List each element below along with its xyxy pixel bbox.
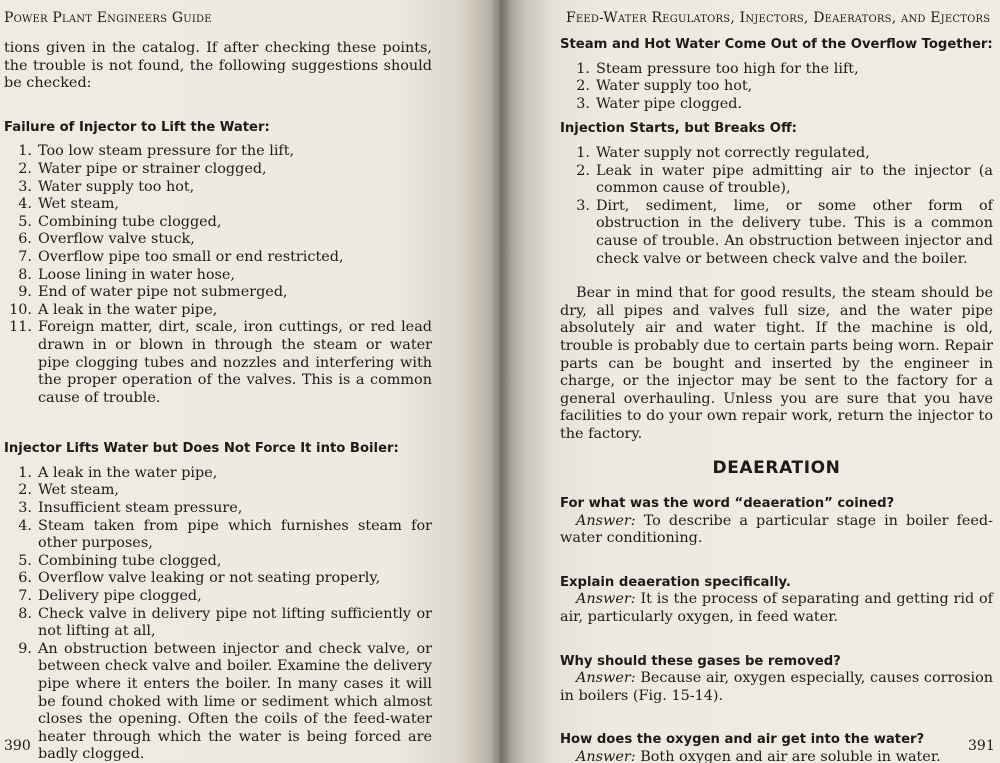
- answer-label: Answer:: [576, 591, 636, 608]
- answer: Answer: Because air, oxygen especially, causes corrosion in boilers (Fig. 15-14).: [560, 670, 993, 704]
- list-item: 2. Wet steam,: [18, 482, 119, 499]
- right-page: [500, 0, 1000, 763]
- answer-label: Answer:: [576, 670, 636, 687]
- qa-block: [560, 574, 993, 627]
- list-injection-breaks-off: [560, 145, 993, 268]
- qa-block: [560, 731, 993, 763]
- list-failure-to-lift: [4, 143, 432, 407]
- list-item: 2. Water pipe or strainer clogged,: [18, 160, 267, 177]
- list-steam-and-hot-water: [560, 61, 993, 114]
- list-item: 5. Combining tube clogged,: [18, 552, 222, 569]
- list-item: 1. Too low steam pressure for the lift,: [18, 143, 295, 160]
- answer: Answer: It is the process of separating and getting rid of air, particularly oxygen, in feed water.: [560, 591, 994, 626]
- list-item: 3. Insufficient steam pressure,: [18, 500, 243, 517]
- list-item: 2. Water supply too hot,: [576, 78, 753, 95]
- list-item: 3. Water pipe clogged.: [576, 95, 743, 112]
- list-item: 8. Check valve in delivery pipe not lifting sufficiently or not lifting at all,: [18, 605, 432, 640]
- page-number-right: 391: [968, 738, 995, 754]
- list-item: 1. Water supply not correctly regulated,: [576, 144, 870, 161]
- list-item: 11. Foreign matter, dirt, scale, iron cuttings, or red lead drawn in or blown in through the steam or water pipe clogging tubes and nozzles and interfering with the proper operation of the valves. This is a common cause of trouble.: [9, 319, 432, 406]
- list-item: 4. Wet steam,: [18, 196, 119, 213]
- heading-failure-to-lift: Failure of Injector to Lift the Water:: [4, 119, 270, 135]
- qa-block: [560, 653, 993, 706]
- list-item: 6. Overflow valve leaking or not seating properly,: [18, 570, 381, 587]
- page-number-left: 390: [4, 738, 31, 754]
- answer-label: Answer:: [576, 749, 636, 763]
- running-head-left: Power Plant Engineers Guide: [4, 10, 212, 26]
- list-item: 3. Water supply too hot,: [18, 178, 195, 195]
- intro-text: tions given in the catalog. If after checking these points, the trouble is not found, the following suggestions should be checked:: [4, 40, 432, 92]
- list-item: 9. An obstruction between injector and check valve, or between check valve and boiler. Examine the delivery pipe where it enters the boiler. In many cases it will be found choked with lime or sediment which almost closes the opening. Often the coils of the feed-water heater through which the water is being forced are badly clogged.: [18, 640, 432, 763]
- list-item: 9. End of water pipe not submerged,: [18, 284, 288, 301]
- qa-block: [560, 495, 993, 548]
- list-item: 1. Steam pressure too high for the lift,: [576, 60, 859, 77]
- list-item: 2. Leak in water pipe admitting air to the injector (a common cause of trouble),: [576, 162, 993, 197]
- right-column: [560, 36, 993, 763]
- advice-paragraph: Bear in mind that for good results, the steam should be dry, all pipes and valves full size, and the water pipe absolutely air and water tight. If the machine is old, trouble is probably due to certain parts being worn. Repair parts can be bought and inserted by the engineer in charge, or the injector may be sent to the factory for a general overhauling. Unless you are sure that you have facilities to do your own repair work, return the injector to the factory.: [560, 285, 993, 442]
- answer: Answer: To describe a particular stage in boiler feed-water conditioning.: [560, 512, 993, 547]
- list-item: 7. Overflow pipe too small or end restricted,: [18, 248, 344, 265]
- answer-label: Answer:: [576, 512, 636, 529]
- heading-lifts-but-not-force: Injector Lifts Water but Does Not Force It into Boiler:: [4, 441, 399, 457]
- running-head-right: Feed-Water Regulators, Injectors, Deaerators, and Ejectors: [566, 10, 991, 26]
- section-title-deaeration: DEAERATION: [712, 458, 841, 479]
- list-item: 10. A leak in the water pipe,: [9, 301, 218, 318]
- list-item: 6. Overflow valve stuck,: [18, 231, 195, 248]
- list-item: 1. A leak in the water pipe,: [18, 464, 218, 481]
- answer: Answer: Both oxygen and air are soluble in water.: [576, 749, 941, 763]
- list-item: 5. Combining tube clogged,: [18, 213, 222, 230]
- heading-steam-and-hot-water: Steam and Hot Water Come Out of the Overflow Together:: [560, 37, 993, 52]
- question: How does the oxygen and air get into the water?: [560, 732, 925, 748]
- list-item: 8. Loose lining in water hose,: [18, 266, 235, 283]
- list-item: 3. Dirt, sediment, lime, or some other form of obstruction in the delivery tube. This is a common cause of trouble. An obstruction between injector and check valve or between check valve and the boiler.: [576, 197, 993, 267]
- list-item: 7. Delivery pipe clogged,: [18, 588, 202, 605]
- left-column: [4, 40, 432, 763]
- question: Why should these gases be removed?: [560, 653, 841, 669]
- question: Explain deaeration specifically.: [560, 574, 791, 590]
- question: For what was the word “deaeration” coined?: [560, 496, 895, 512]
- list-item: 4. Steam taken from pipe which furnishes steam for other purposes,: [18, 517, 432, 552]
- list-lifts-but-not-force: [4, 465, 432, 763]
- heading-injection-breaks-off: Injection Starts, but Breaks Off:: [560, 121, 797, 137]
- book-gutter: [490, 0, 512, 763]
